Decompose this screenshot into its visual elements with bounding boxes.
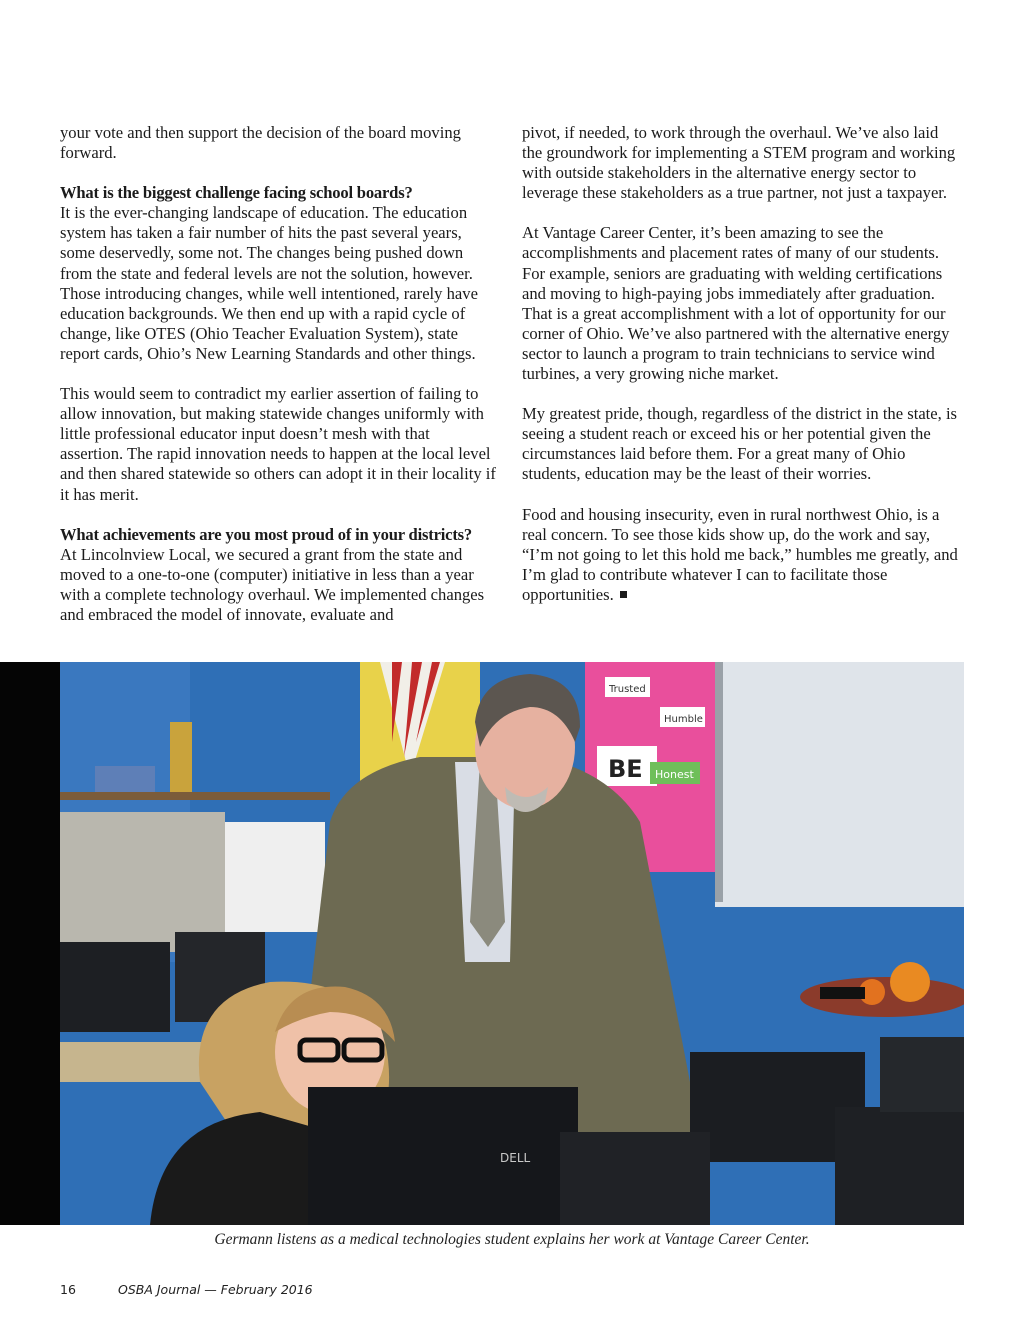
paragraph: It is the ever-changing landscape of education. The education system has taken a fair number of hits the past several years, some deservedly, some not. The changes being pushed down from the state and federal levels are not the solution, however. Those introducing changes, while well intentioned, rarely have education backgrounds. We then end up with a rapid cycle of change, like OTES (Ohio Teacher Evaluation System), state report cards, Ohio’s New Learning Standards and other things. (60, 203, 478, 363)
monitor (835, 1107, 964, 1225)
board-word-humble: Humble (664, 714, 703, 725)
page-number: 16 (60, 1282, 76, 1297)
books (95, 766, 155, 792)
paragraph: My greatest pride, though, regardless of the district in the state, is seeing a student reach or exceed his or her potential given the circumstances laid before them. For a great many of Ohio students, education may be the least of their worries. (522, 404, 958, 484)
monitor (880, 1037, 964, 1112)
photo-illustration (0, 662, 964, 1225)
monitor (60, 942, 170, 1032)
file-cabinet (60, 812, 225, 952)
left-black-edge (0, 662, 60, 1225)
board-word-honest: Honest (655, 768, 694, 781)
paper-sheets (225, 822, 325, 932)
paragraph: This would seem to contradict my earlier assertion of failing to allow innovation, but making statewide changes uniformly with little professional educator input doesn’t mesh with that assertion. The rapid innovation needs to happen at the local level and then shared statewide so others can adopt it in their locality if it has merit. (60, 384, 496, 504)
paragraph: pivot, if needed, to work through the overhaul. We’ve also laid the groundwork for implementing a STEM program and working with outside stakeholders in the alternative energy sector to leverage these stakeholders as a true partner, not just a taxpayer. (522, 123, 956, 203)
board-word-trusted: Trusted (609, 684, 646, 695)
classroom-photo (0, 662, 964, 1225)
question-heading: What achievements are you most proud of in your districts? (60, 524, 473, 544)
paragraph: your vote and then support the decision of the board moving forward. (60, 123, 461, 163)
board-word-be: BE (608, 755, 643, 783)
dell-logo: DELL (500, 1151, 531, 1165)
pumpkin-icon (890, 962, 930, 1002)
whiteboard (715, 662, 964, 907)
paragraph: At Vantage Career Center, it’s been amazing to see the accomplishments and placement rates of many of our students. For example, seniors are graduating with welding certifications and moving to high-paying jobs immediately after graduation. That is a great accomplishment with a lot of opportunity for our corner of Ohio. We’ve also partnered with the alternative energy sector to launch a program to train technicians to service wind turbines, a very growing niche market. (522, 223, 950, 384)
journal-title: OSBA Journal — February 2016 (118, 1282, 313, 1297)
question-heading: What is the biggest challenge facing school boards? (60, 183, 413, 203)
desk (60, 1042, 220, 1082)
trophy (170, 722, 192, 792)
right-column (522, 123, 958, 605)
paragraph (522, 505, 958, 605)
front-monitor (308, 1087, 578, 1225)
photo-caption: Germann listens as a medical technologies student explains her work at Vantage Career Center. (214, 1231, 810, 1248)
monitor (560, 1132, 710, 1225)
shelf (60, 792, 330, 800)
paragraph: At Lincolnview Local, we secured a grant from the state and moved to a one-to-one (computer) initiative in less than a year with a complete technology overhaul. We implemented changes and embraced the model of innovate, evaluate and (60, 544, 485, 624)
paragraph-text: Food and housing insecurity, even in rural northwest Ohio, is a real concern. To see those kids show up, do the work and say, “I’m not going to let this hold me back,” humbles me greatly, and I’m glad to contribute whatever I can to facilitate those opportunities. (522, 504, 958, 604)
left-column (60, 123, 496, 625)
end-mark-icon (620, 591, 627, 598)
